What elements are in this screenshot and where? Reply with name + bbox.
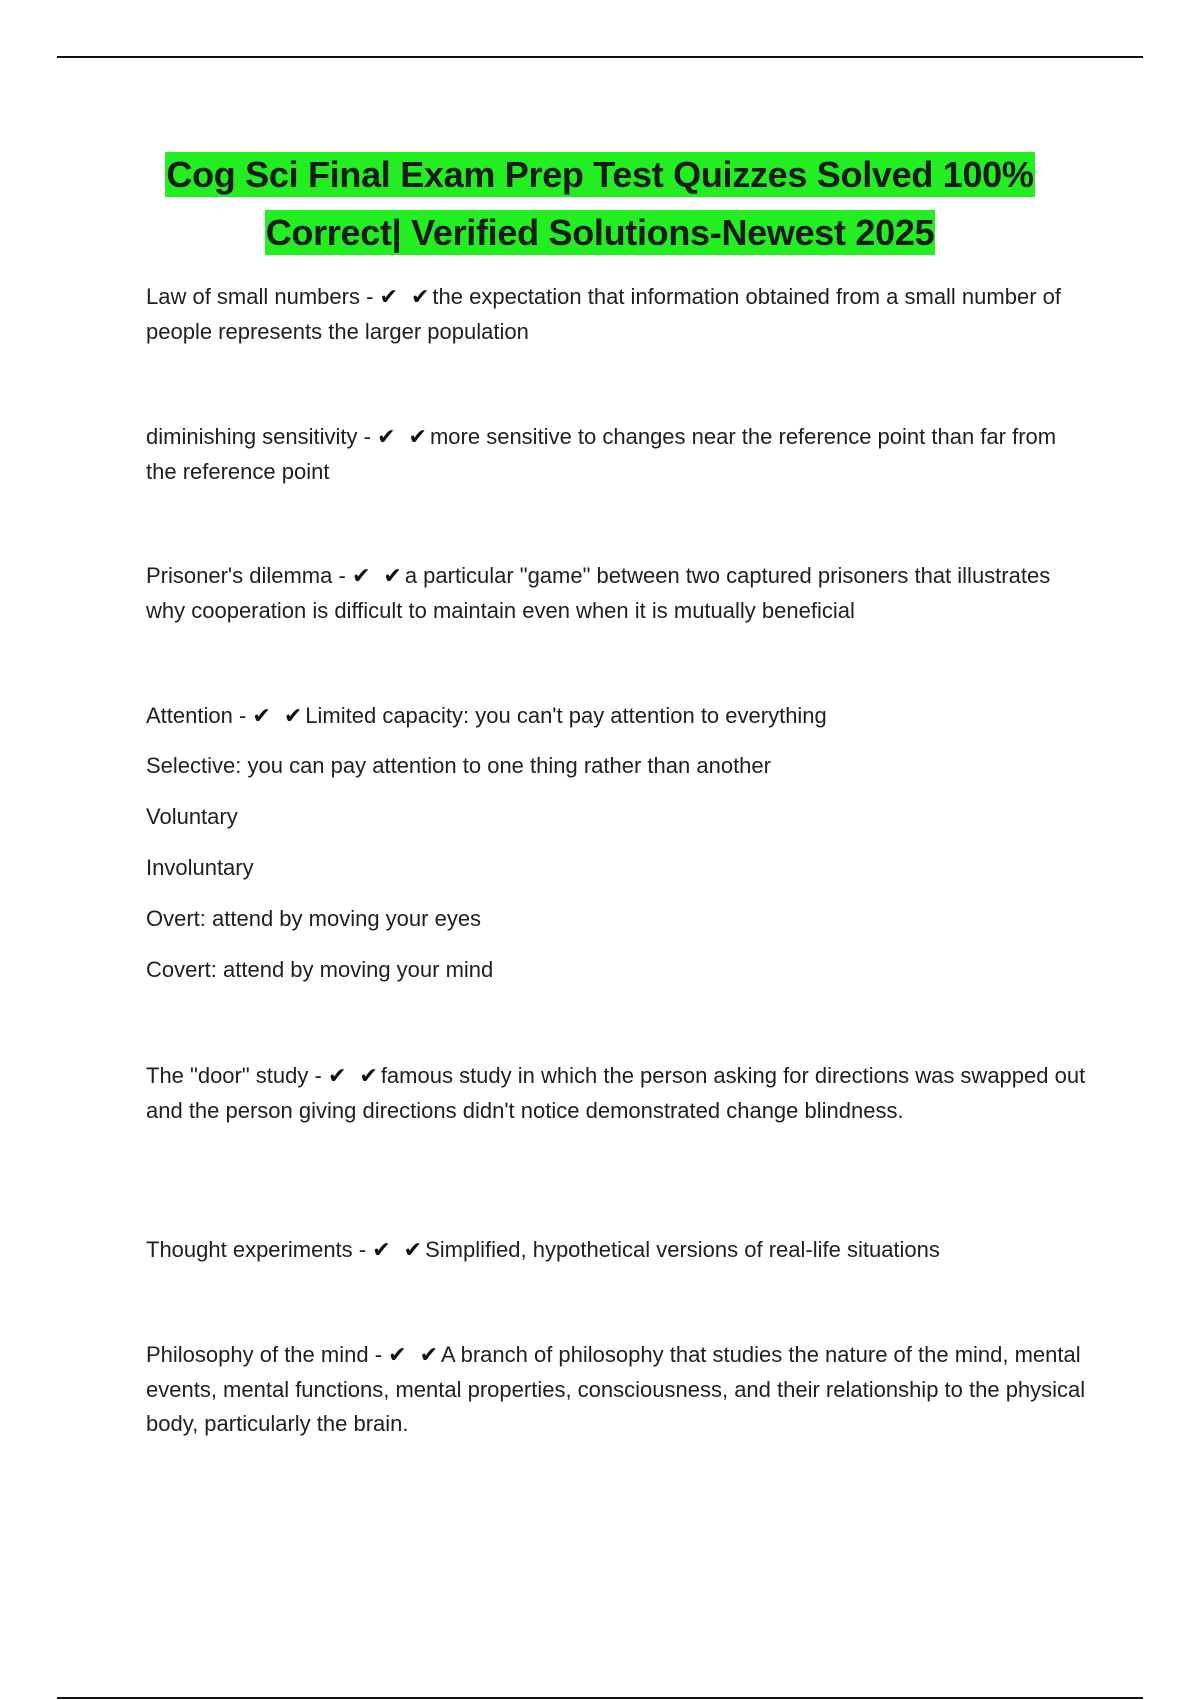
title-highlight: Cog Sci Final Exam Prep Test Quizzes Solved 100% Correct| Verified Solutions-Newest 2025 <box>166 154 1034 253</box>
check-icon: ✔ ✔ <box>327 1064 381 1089</box>
entry-separator: - <box>232 703 253 728</box>
entry-door-study <box>146 1059 1086 1128</box>
top-rule <box>57 56 1143 58</box>
check-icon: ✔ ✔ <box>252 704 306 729</box>
check-icon: ✔ ✔ <box>379 285 433 310</box>
entry-definition: Limited capacity: you can't pay attention to everything <box>305 703 827 728</box>
check-icon: ✔ ✔ <box>377 425 430 450</box>
entry-term: The "door" study <box>146 1063 309 1088</box>
check-icon: ✔ ✔ <box>388 1343 442 1368</box>
entry-definition: Simplified, hypothetical versions of real-life situations <box>425 1237 940 1262</box>
attention-voluntary-line: Voluntary <box>146 804 238 829</box>
entry-definition: A branch of philosophy that studies the nature of the mind, mental events, mental functions, mental properties, consciousness, and their relationship to the physical body, particularly the brain. <box>146 1342 1086 1436</box>
entry-definition: a particular "game" between two captured prisoners that illustrates why cooperation is difficult to maintain even when it is mutually beneficial <box>146 563 1051 623</box>
bottom-rule <box>57 1697 1143 1699</box>
check-icon: ✔ ✔ <box>372 1238 426 1263</box>
entry-thought-experiments <box>146 1233 1086 1268</box>
entry-philosophy-of-mind <box>146 1338 1086 1441</box>
entry-attention <box>146 699 1086 734</box>
entry-separator: - <box>368 1342 389 1367</box>
entry-diminishing-sensitivity <box>146 420 1086 489</box>
attention-covert-line: Covert: attend by moving your mind <box>146 957 494 982</box>
entry-term: Attention <box>146 703 233 728</box>
entry-separator: - <box>308 1063 328 1088</box>
entry-separator: - <box>357 424 378 449</box>
entry-term: Philosophy of the mind <box>146 1342 369 1367</box>
check-icon: ✔ ✔ <box>351 564 405 589</box>
entry-separator: - <box>359 284 380 309</box>
entry-definition: more sensitive to changes near the reference point than far from the reference point <box>146 424 1057 484</box>
entry-separator: - <box>352 1237 373 1262</box>
entry-term: diminishing sensitivity <box>146 424 358 449</box>
entry-definition: famous study in which the person asking for directions was swapped out and the person giving directions didn't notice demonstrated change blindness. <box>146 1063 1086 1123</box>
document-title <box>100 146 1100 262</box>
attention-overt-line: Overt: attend by moving your eyes <box>146 906 482 931</box>
entry-term: Prisoner's dilemma <box>146 563 333 588</box>
attention-selective-line: Selective: you can pay attention to one thing rather than another <box>146 753 771 778</box>
entry-term: Law of small numbers <box>146 284 360 309</box>
entry-term: Thought experiments <box>146 1237 353 1262</box>
entry-separator: - <box>332 563 352 588</box>
entry-law-of-small-numbers <box>146 280 1086 349</box>
entry-prisoners-dilemma <box>146 559 1086 628</box>
entry-definition: the expectation that information obtained from a small number of people represents the larger population <box>146 284 1061 344</box>
attention-involuntary-line: Involuntary <box>146 855 254 880</box>
